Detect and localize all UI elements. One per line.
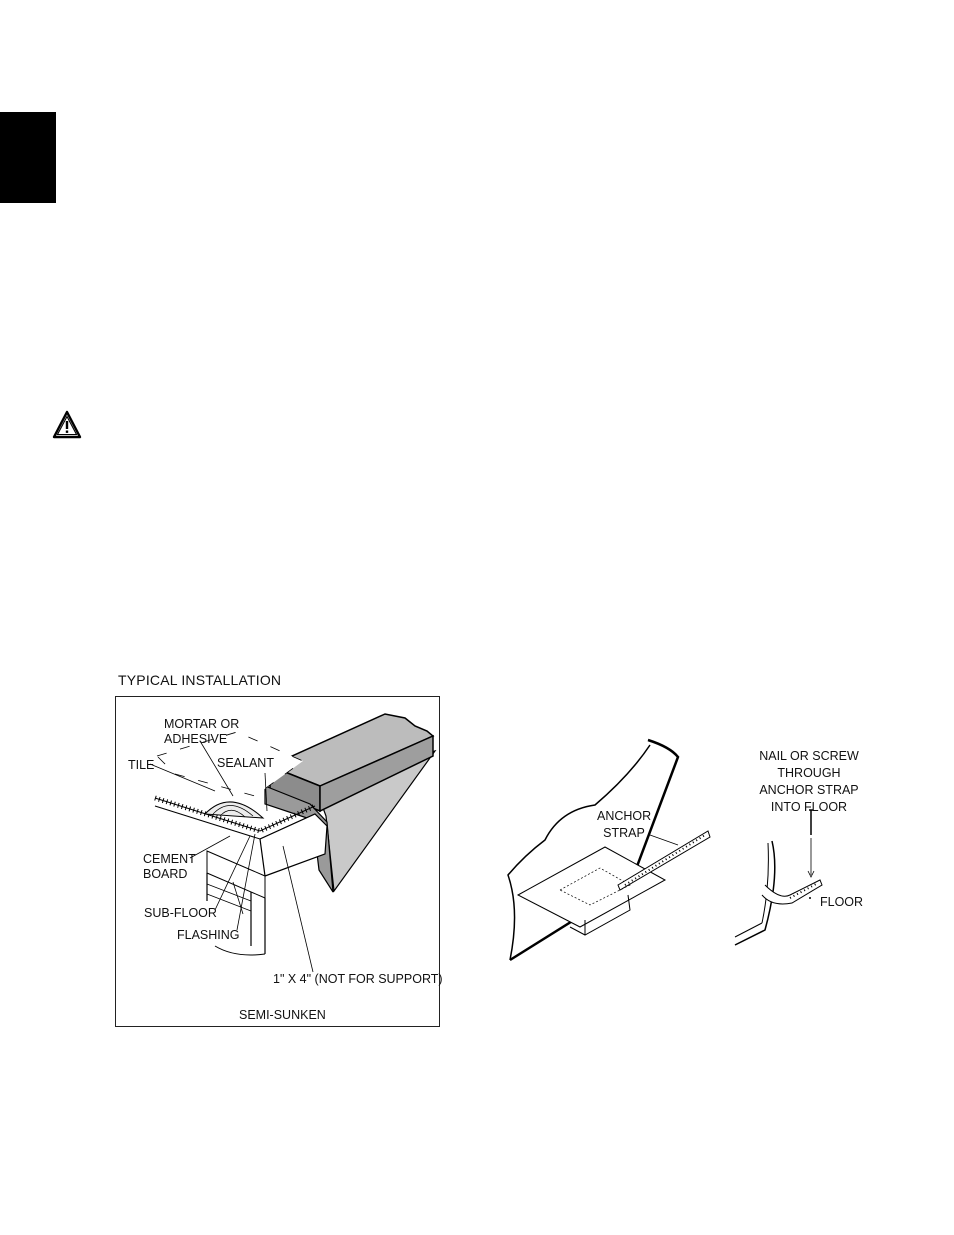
warning-triangle-icon <box>52 410 82 440</box>
label-floor: FLOOR <box>820 895 864 909</box>
label-flashing: FLASHING <box>177 928 240 942</box>
section-tab-marker <box>0 112 56 203</box>
label-sub-floor: SUB-FLOOR <box>144 906 217 920</box>
label-sealant: SEALANT <box>217 756 274 770</box>
label-1x4: 1" X 4" (NOT FOR SUPPORT) <box>273 972 443 986</box>
label-mortar-adhesive: MORTAR OR ADHESIVE <box>164 717 240 746</box>
label-cement-board: CEMENT BOARD <box>143 852 196 881</box>
figure-title: TYPICAL INSTALLATION <box>118 672 282 688</box>
label-anchor-strap: ANCHOR STRAP <box>597 809 652 840</box>
label-tile: TILE <box>128 758 155 772</box>
label-nail-or-screw: NAIL OR SCREW THROUGH ANCHOR STRAP INTO FLOOR <box>759 749 859 814</box>
figure-caption: SEMI-SUNKEN <box>239 1008 326 1022</box>
